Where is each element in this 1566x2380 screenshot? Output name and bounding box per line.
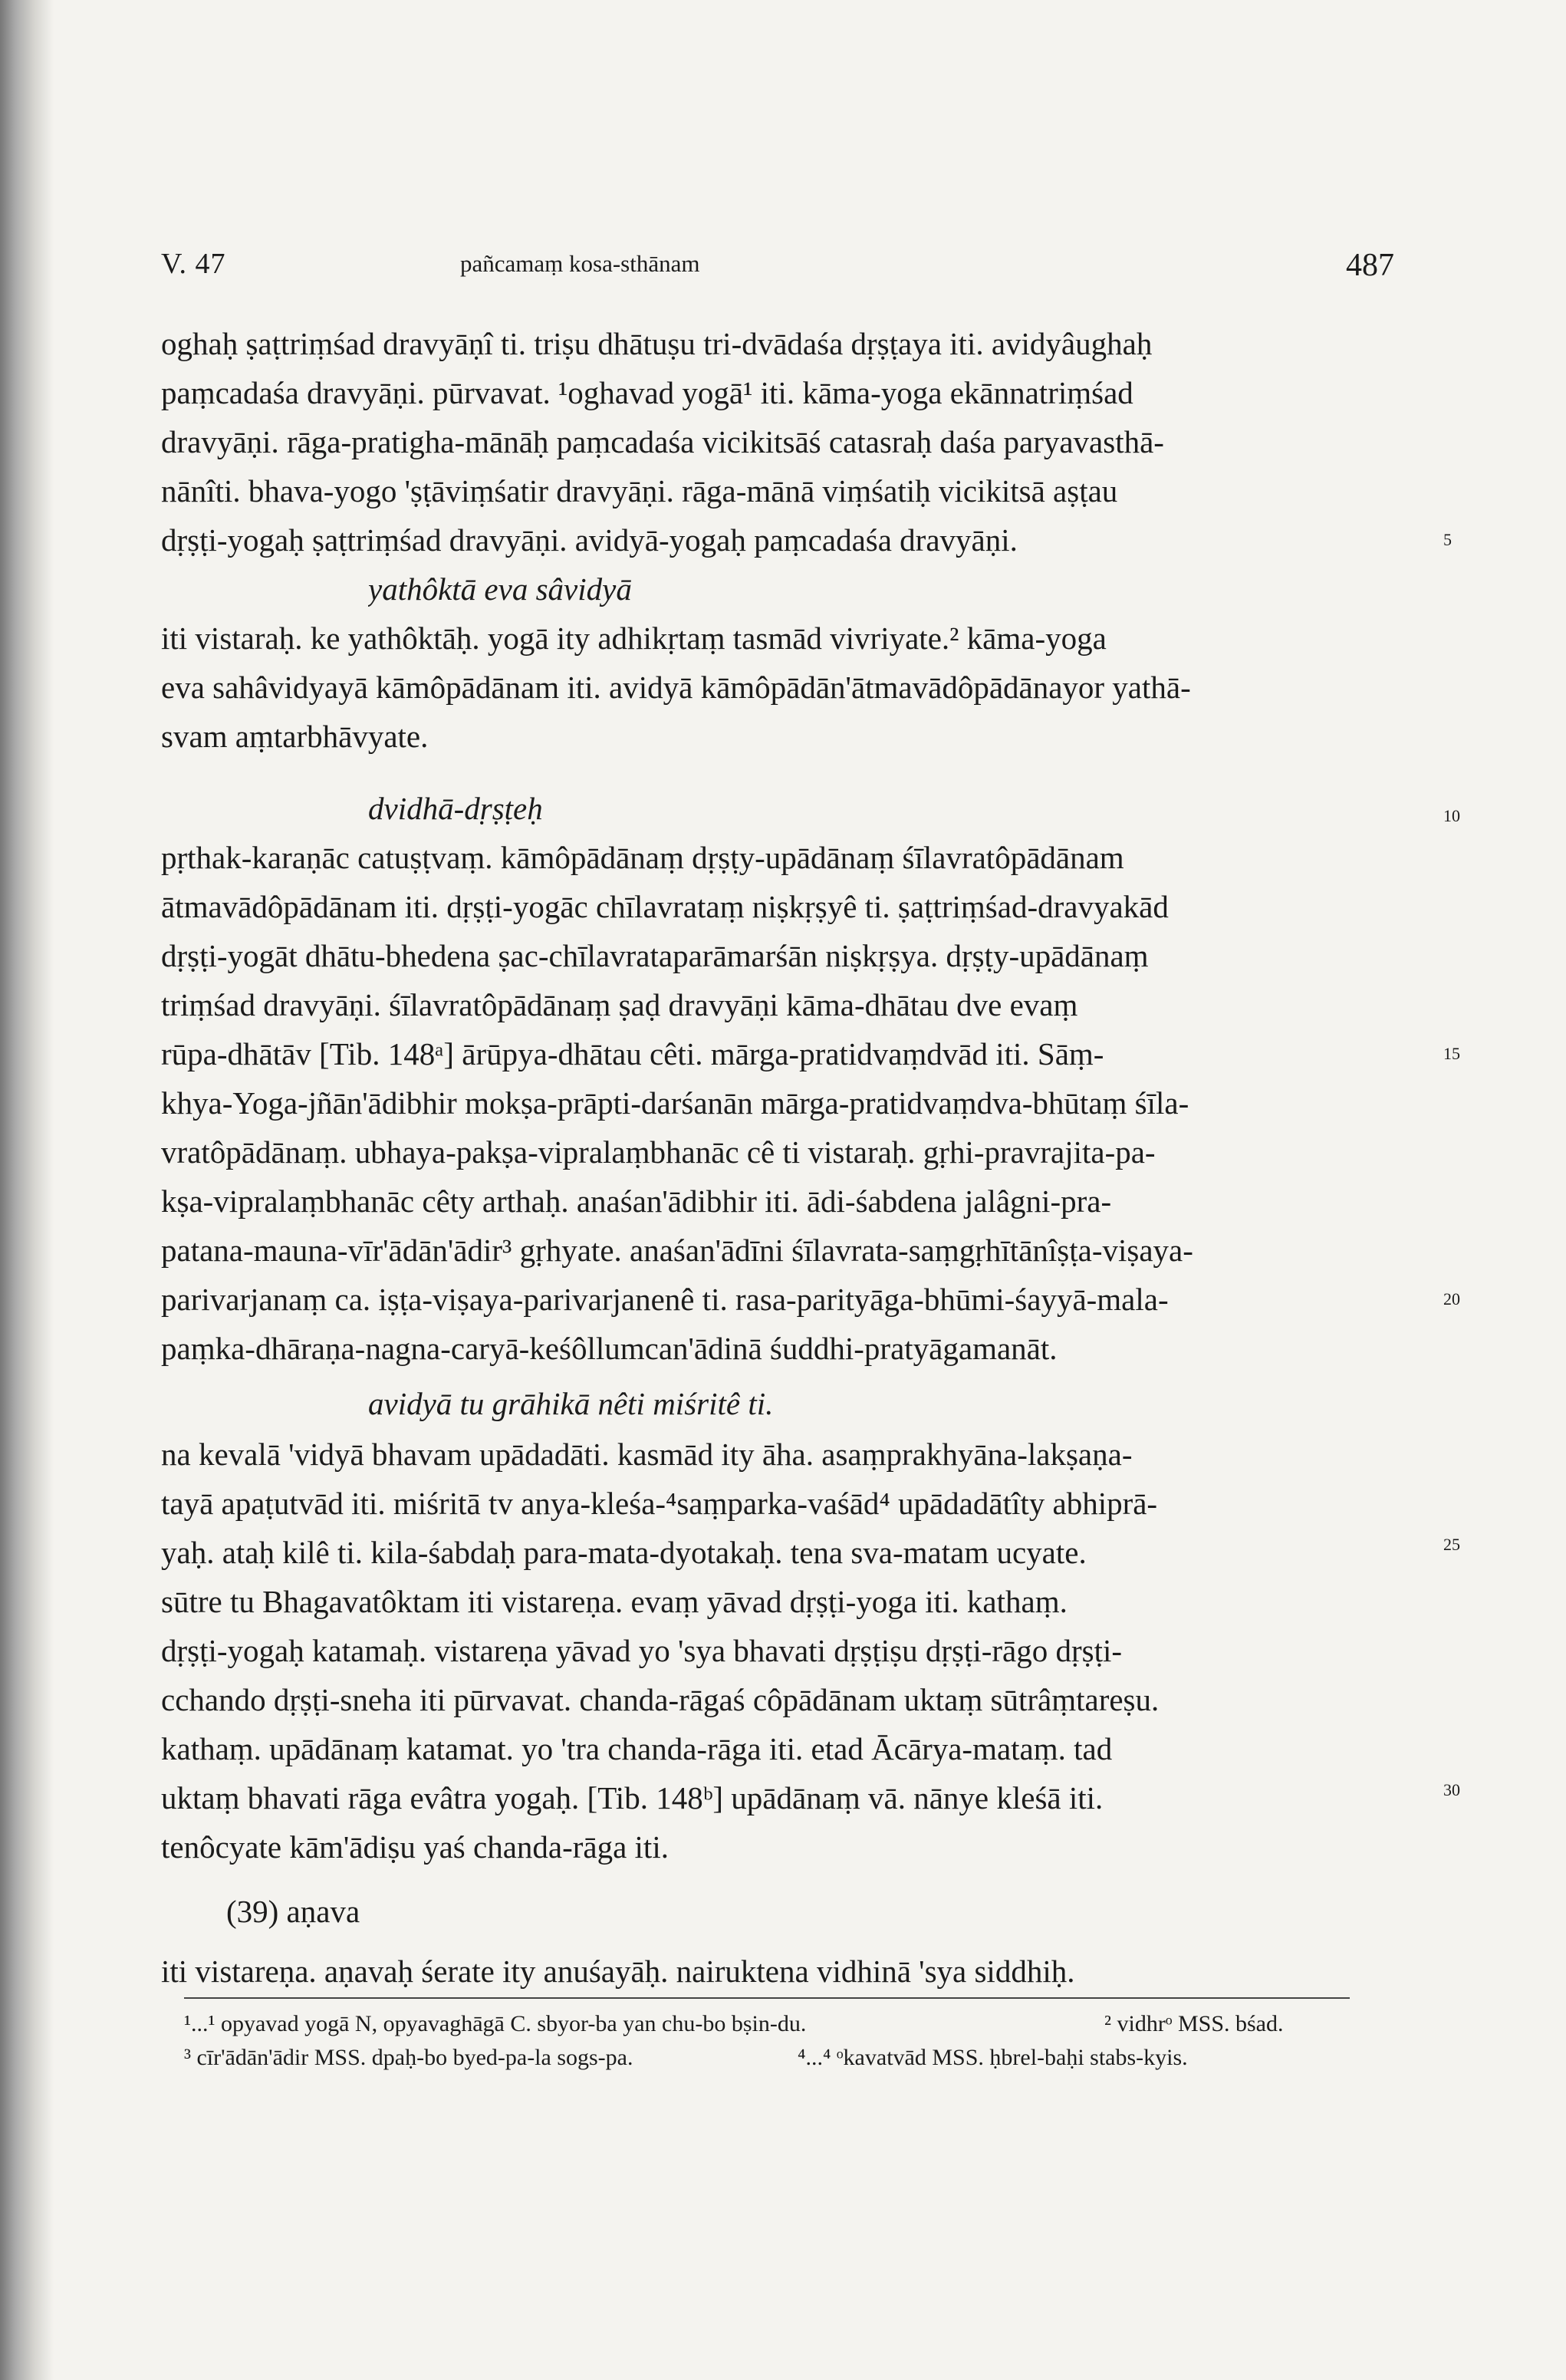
footnote: ³ cīr'ādān'ādir MSS. dpaḥ-bo byed-pa-la sogs-pa. [184, 2045, 633, 2070]
text-line: yaḥ. ataḥ kilê ti. kila-śabdaḥ para-mata-dyotakaḥ. tena sva-matam ucyate. [161, 1535, 1087, 1570]
text-line: paṃka-dhāraṇa-nagna-caryā-keśôllumcan'ādinā śuddhi-pratyāgamanāt. [161, 1331, 1058, 1366]
text-line: patana-mauna-vīr'ādān'ādir³ gṛhyate. anaśan'ādīni śīlavrata-saṃgṛhītānîṣṭa-viṣaya- [161, 1233, 1193, 1268]
text-line: na kevalā 'vidyā bhavam upādadāti. kasmād ity āha. asaṃprakhyāna-lakṣaṇa- [161, 1437, 1133, 1472]
text-line: rūpa-dhātāv [Tib. 148ᵃ] ārūpya-dhātau cêti. mārga-pratidvaṃdvād iti. Sāṃ- [161, 1036, 1104, 1071]
text-line: iti vistareṇa. aṇavaḥ śerate ity anuśayāḥ. nairuktena vidhinā 'sya siddhiḥ. [161, 1954, 1075, 1989]
text-line: khya-Yoga-jñān'ādibhir mokṣa-prāpti-darśanān mārga-pratidvaṃdva-bhūtaṃ śīla- [161, 1085, 1189, 1121]
text-line: parivarjanaṃ ca. iṣṭa-viṣaya-parivarjanenê ti. rasa-parityāga-bhūmi-śayyā-mala- [161, 1282, 1169, 1317]
text-line: kathaṃ. upādānaṃ katamat. yo 'tra chanda-rāga iti. etad Ācārya-mataṃ. tad [161, 1731, 1113, 1766]
section-reference: V. 47 [161, 248, 226, 280]
text-line: triṃśad dravyāṇi. śīlavratôpādānaṃ ṣaḍ dravyāṇi kāma-dhātau dve evaṃ [161, 987, 1078, 1022]
page-header [0, 247, 1566, 293]
text-line: paṃcadaśa dravyāṇi. pūrvavat. ¹oghavad yogā¹ iti. kāma-yoga ekānnatriṃśad [161, 375, 1133, 410]
text-line: ātmavādôpādānam iti. dṛṣṭi-yogāc chīlavrataṃ niṣkṛṣyê ti. ṣaṭtriṃśad-dravyakād [161, 889, 1169, 924]
text-line: iti vistaraḥ. ke yathôktāḥ. yogā ity adhikṛtaṃ tasmād vivriyate.² kāma-yoga [161, 621, 1107, 656]
text-line: dṛṣṭi-yogāt dhātu-bhedena ṣac-chīlavrataparāmarśān niṣkṛṣya. dṛṣṭy-upādānaṃ [161, 938, 1149, 973]
text-line: uktaṃ bhavati rāga evâtra yogaḥ. [Tib. 148ᵇ] upādānaṃ vā. nānye kleśā iti. [161, 1780, 1104, 1815]
verse-line: (39) aṇava [226, 1894, 360, 1929]
line-number: 5 [1443, 530, 1452, 549]
running-title: pañcamaṃ kosa-sthānam [460, 250, 700, 277]
footnote: ⁴...⁴ ᵒkavatvād MSS. ḥbrel-baḥi stabs-kyis. [798, 2045, 1188, 2070]
text-line: cchando dṛṣṭi-sneha iti pūrvavat. chanda-rāgaś côpādānam uktaṃ sūtrâṃtareṣu. [161, 1682, 1160, 1717]
line-number: 25 [1443, 1535, 1460, 1554]
text-line: nānîti. bhava-yogo 'ṣṭāviṃśatir dravyāṇi. rāga-mānā viṃśatiḥ vicikitsā aṣṭau [161, 473, 1118, 509]
text-line: svam aṃtarbhāvyate. [161, 719, 429, 754]
text-line: eva sahâvidyayā kāmôpādānam iti. avidyā kāmôpādān'ātmavādôpādānayor yathā- [161, 670, 1191, 705]
text-line: dṛṣṭi-yogaḥ katamaḥ. vistareṇa yāvad yo 'sya bhavati dṛṣṭiṣu dṛṣṭi-rāgo dṛṣṭi- [161, 1633, 1123, 1668]
text-line: tayā apaṭutvād iti. miśritā tv anya-kleśa-⁴saṃparka-vaśād⁴ upādadātîty abhiprā- [161, 1486, 1158, 1521]
text-line: kṣa-vipralaṃbhanāc cêty arthaḥ. anaśan'ādibhir iti. ādi-śabdena jalâgni-pra- [161, 1183, 1112, 1219]
text-line: sūtre tu Bhagavatôktam iti vistareṇa. evaṃ yāvad dṛṣṭi-yoga iti. kathaṃ. [161, 1584, 1068, 1619]
footnote-rule [184, 1997, 1350, 1999]
line-number: 30 [1443, 1780, 1460, 1799]
page-number: 487 [1346, 248, 1394, 283]
footnote: ² vidhrᵒ MSS. bśad. [1104, 2011, 1284, 2036]
book-spine-shadow [0, 0, 54, 2380]
line-number: 20 [1443, 1289, 1460, 1309]
text-line: dṛṣṭi-yogaḥ ṣaṭtriṃśad dravyāṇi. avidyā-yogaḥ paṃcadaśa dravyāṇi. [161, 522, 1018, 558]
verse-line: avidyā tu grāhikā nêti miśritê ti. [368, 1386, 774, 1421]
line-number: 10 [1443, 806, 1460, 825]
text-line: dravyāṇi. rāga-pratigha-mānāḥ paṃcadaśa vicikitsāś catasraḥ daśa paryavasthā- [161, 424, 1164, 459]
text-line: tenôcyate kām'ādiṣu yaś chanda-rāga iti. [161, 1829, 669, 1865]
text-line: vratôpādānaṃ. ubhaya-pakṣa-vipralaṃbhanāc cê ti vistaraḥ. gṛhi-pravrajita-pa- [161, 1134, 1156, 1170]
verse-line: dvidhā-dṛṣṭeḥ [368, 791, 543, 826]
text-line: pṛthak-karaṇāc catuṣṭvaṃ. kāmôpādānaṃ dṛṣṭy-upādānaṃ śīlavratôpādānam [161, 840, 1124, 875]
text-line: oghaḥ ṣaṭtriṃśad dravyāṇî ti. triṣu dhātuṣu tri-dvādaśa dṛṣṭaya iti. avidyâughaḥ [161, 326, 1153, 361]
line-number: 15 [1443, 1044, 1460, 1063]
verse-line: yathôktā eva sâvidyā [368, 571, 632, 607]
footnote: ¹...¹ opyavad yogā N, opyavaghāgā C. sbyor-ba yan chu-bo bṣin-du. [184, 2011, 807, 2036]
